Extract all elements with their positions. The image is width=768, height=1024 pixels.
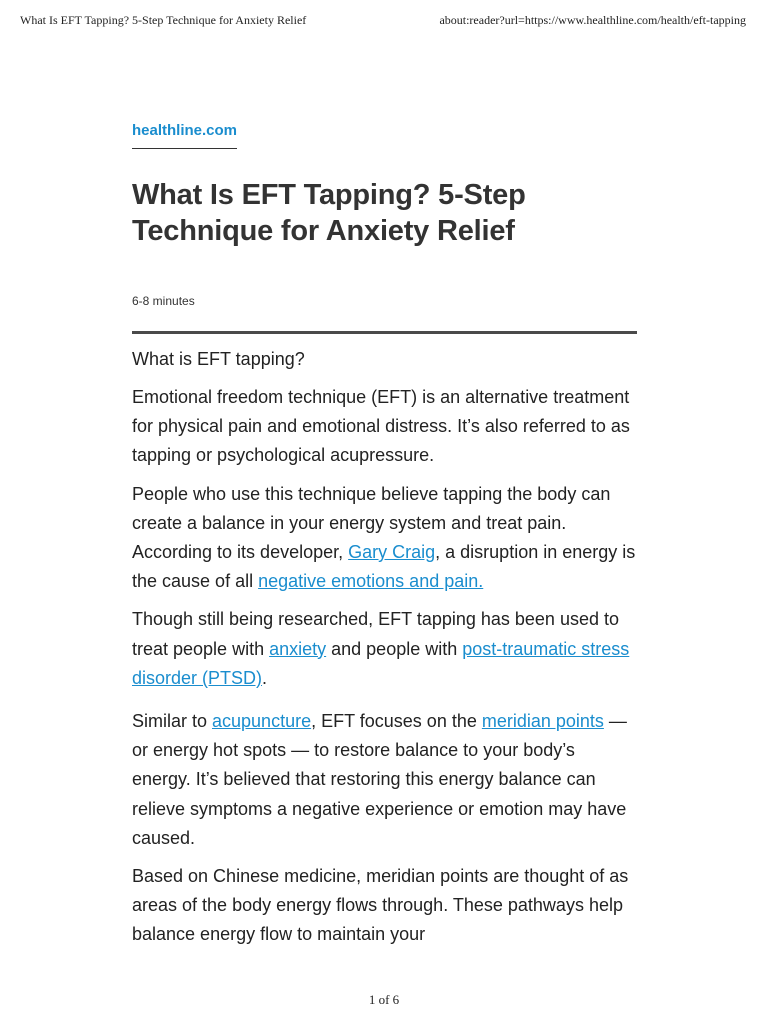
ptsd-link[interactable]: post-traumatic stress disorder (PTSD)	[132, 638, 630, 688]
print-header-title: What Is EFT Tapping? 5-Step Technique for Anxiety Relief	[20, 13, 307, 27]
negative-emotions-link[interactable]: negative emotions and pain.	[258, 571, 484, 592]
paragraph-2	[132, 480, 637, 597]
print-header	[20, 13, 746, 31]
source-domain-link[interactable]: healthline.com	[132, 121, 237, 149]
paragraph-2-text: People who use this technique believe tapping the body can create a balance in your energy system and treat pain. According to its developer,	[132, 483, 611, 563]
article	[132, 118, 637, 959]
paragraph-2-text: , a disruption in energy is the cause of all	[132, 542, 636, 592]
paragraph-3	[132, 605, 637, 693]
article-title: What Is EFT Tapping? 5-Step Technique for Anxiety Relief	[132, 179, 526, 247]
paragraph-3-text: and people with	[326, 638, 463, 659]
paragraph-4-text: Similar to	[132, 711, 213, 732]
paragraph-4-text: — or energy hot spots — to restore balance to your body’s energy. It’s believed that restoring this energy balance can relieve symptoms a negative experience or emotion may have caused.	[132, 711, 627, 848]
paragraph-4-text: , EFT focuses on the	[311, 711, 482, 732]
section-heading: What is EFT tapping?	[132, 349, 305, 369]
article-content	[132, 345, 637, 950]
gary-craig-link[interactable]: Gary Craig	[348, 542, 436, 563]
header-divider	[132, 331, 637, 334]
paragraph-1: Emotional freedom technique (EFT) is an alternative treatment for physical pain and emotional distress. It’s also referred to as tapping or psychological acupressure.	[132, 387, 630, 466]
paragraph-3-text: .	[262, 667, 268, 688]
reading-time: 6-8 minutes	[132, 294, 195, 308]
acupuncture-link[interactable]: acupuncture	[212, 711, 312, 732]
paragraph-3-text: Though still being researched, EFT tapping has been used to treat people with	[132, 609, 619, 659]
paragraph-4	[132, 707, 637, 853]
meridian-points-link[interactable]: meridian points	[481, 711, 604, 732]
anxiety-link[interactable]: anxiety	[269, 638, 327, 659]
paragraph-5: Based on Chinese medicine, meridian points are thought of as areas of the body energy flows through. These pathways help balance energy flow to maintain your	[132, 866, 629, 945]
page-indicator: 1 of 6	[368, 992, 400, 1007]
print-header-url: about:reader?url=https://www.healthline.com/health/eft-tapping	[439, 13, 746, 27]
